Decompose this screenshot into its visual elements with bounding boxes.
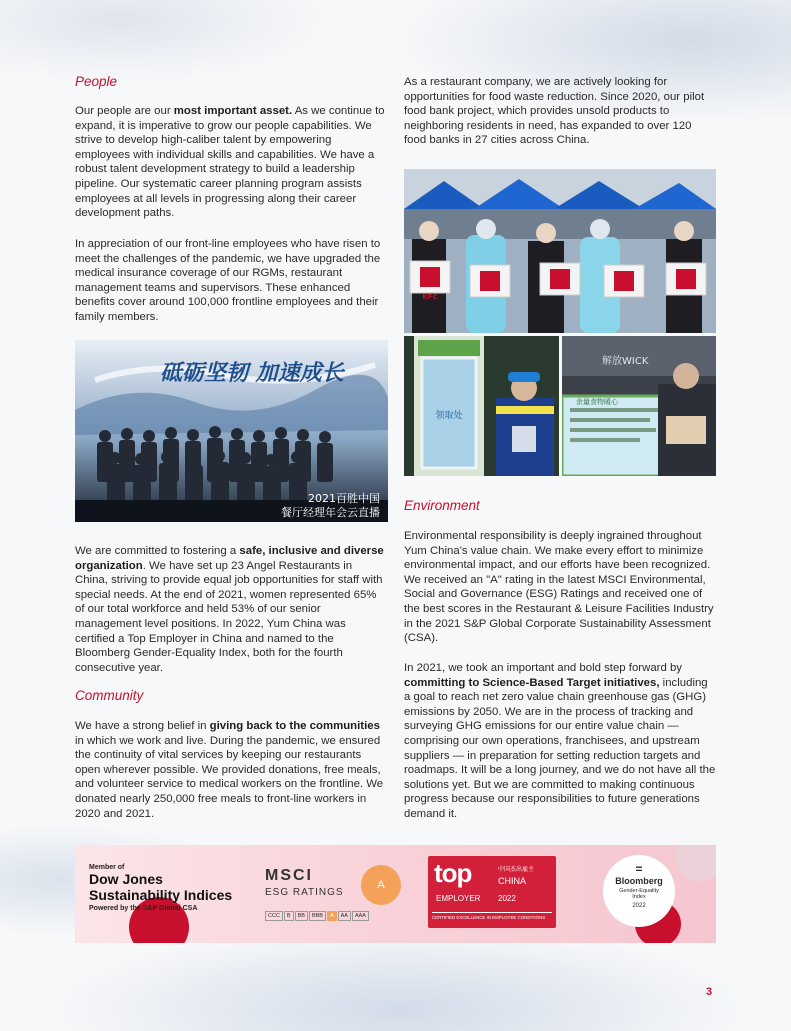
board-label: 余量食物暖心 bbox=[576, 398, 618, 406]
msci-scale-item-selected: A bbox=[327, 911, 337, 921]
msci-scale-item: AA bbox=[338, 911, 351, 921]
djsi-member: Member of bbox=[89, 864, 125, 871]
food-bank-board-photo bbox=[562, 336, 716, 476]
msci-scale bbox=[265, 911, 369, 921]
environment-paragraph-2: In 2021, we took an important and bold step forward by committing to Science-Based Target initiatives, including a goal to reach net zero value chain greenhouse gas (GHG) emissions by 2050. We are in the process of tracking and surveying GHG emissions for our entire value chain — comprising our own operations, franchisees, and upstream suppliers — in preparation for setting reduction targets and roadmaps. It will be a long journey, and we do not have all the solutions yet. But we are committed to making continuous progress because our responsibilities to future generations demand it. bbox=[404, 662, 716, 820]
environment-paragraph-1: Environmental responsibility is deeply ingrained throughout Yum China's value chain. We make every effort to minimize environmental impact, and our efforts have been recognized. We received an "A" rating in the latest MSCI Environmental, Social and Governance (ESG) Ratings and received one of the best scores in the Restaurant & Leisure Facilities Industry in the 2021 S&P Global Corporate Sustainability Assessment (CSA). bbox=[404, 530, 714, 645]
kfc-volunteers-photo bbox=[404, 169, 716, 333]
top-employer-text: EMPLOYER bbox=[436, 894, 481, 903]
msci-scale-item: AAA bbox=[352, 911, 369, 921]
food-bank-fridge-photo bbox=[404, 336, 559, 476]
msci-title: MSCI bbox=[265, 867, 313, 884]
bloomberg-sub1: Gender-Equality bbox=[619, 888, 659, 894]
top-year: 2022 bbox=[498, 894, 516, 903]
community-paragraph-1: We have a strong belief in giving back to the communities in which we work and live. During the pandemic, we ensured the continuity of vital services by keeping our restaurants open wherever possible. We provided donations, free meals, and volunteer service to medical workers on the frontline. We donated nearly 250,000 free meals to front-line workers in 2020 and 2021. bbox=[75, 720, 384, 820]
djsi-powered: Powered by the S&P Global CSA bbox=[89, 905, 198, 912]
djsi-line2: Sustainability Indices bbox=[89, 887, 233, 903]
awards-banner bbox=[75, 845, 716, 943]
community-paragraph-2: As a restaurant company, we are actively looking for opportunities for food waste reduction. Since 2020, our pilot food bank project, which provides unsold products to neighboring residents in need, has expanded to over 120 food banks in 27 cities across China. bbox=[404, 76, 705, 147]
decor-circle bbox=[675, 845, 716, 881]
djsi-logo bbox=[89, 864, 259, 912]
bloomberg-gei-logo bbox=[603, 855, 675, 927]
box-label: KFC bbox=[422, 293, 438, 301]
top-cn: 中国杰出雇主 bbox=[498, 867, 535, 873]
bloomberg-eq-icon: = bbox=[635, 862, 643, 876]
sign-label: 解放WICK bbox=[602, 356, 649, 367]
people-paragraph-1: Our people are our most important asset. As we continue to expand, it is imperative to grow our people capabilities. We strive to develop high-caliber talent by empowering employees with individual skills and capabilities. We have a robust talent development strategy to build a leadership pipeline. Our systematic career planning program assists employees at all levels in progressing along their career development paths. bbox=[75, 105, 385, 220]
top-china: CHINA bbox=[498, 876, 527, 886]
people-paragraph-2: In appreciation of our front-line employees who have risen to meet the challenges of the pandemic, we have upgraded the medical insurance coverage of our RGMs, restaurant management teams and supervisors. These enhanced benefits cover around 100,000 frontline employees and their family members. bbox=[75, 238, 381, 323]
bloomberg-year: 2022 bbox=[632, 903, 646, 909]
rgm-conference-photo bbox=[75, 340, 388, 522]
msci-scale-item: B bbox=[284, 911, 294, 921]
msci-rating-badge: A bbox=[361, 865, 401, 905]
top-word: top bbox=[434, 858, 472, 888]
people-heading: People bbox=[75, 74, 118, 89]
msci-scale-item: CCC bbox=[265, 911, 283, 921]
msci-scale-item: BBB bbox=[309, 911, 326, 921]
djsi-line1: Dow Jones bbox=[89, 871, 163, 887]
msci-logo bbox=[265, 865, 405, 927]
bloomberg-name: Bloomberg bbox=[615, 876, 663, 886]
msci-scale-item: BB bbox=[295, 911, 308, 921]
photo-banner-text: 砥砺坚韧 加速成长 bbox=[160, 361, 344, 386]
photo-caption-line2: 餐厅经理年会云直播 bbox=[281, 506, 380, 519]
msci-sub: ESG RATINGS bbox=[265, 887, 344, 898]
community-heading: Community bbox=[75, 688, 144, 703]
top-cert: CERTIFIED EXCELLENCE IN EMPLOYEE CONDITIONS bbox=[432, 912, 552, 920]
fridge-label: 领取处 bbox=[435, 411, 463, 421]
bloomberg-sub2: Index bbox=[632, 894, 646, 900]
top-employer-logo bbox=[428, 856, 556, 928]
environment-heading: Environment bbox=[404, 498, 480, 513]
people-paragraph-3: We are committed to fostering a safe, inclusive and diverse organization. We have set up 23 Angel Restaurants in China, striving to provide equal job opportunities for staff with special needs. At the end of 2021, women represented 65% of our total workforce and held 53% of our senior management level positions. In 2022, Yum China was certified a Top Employer in China and named to the Bloomberg Gender-Equality Index, both for the fourth consecutive year. bbox=[75, 545, 384, 674]
photo-caption-line1: 2021百胜中国 bbox=[308, 492, 380, 505]
page-number: 3 bbox=[706, 986, 713, 998]
